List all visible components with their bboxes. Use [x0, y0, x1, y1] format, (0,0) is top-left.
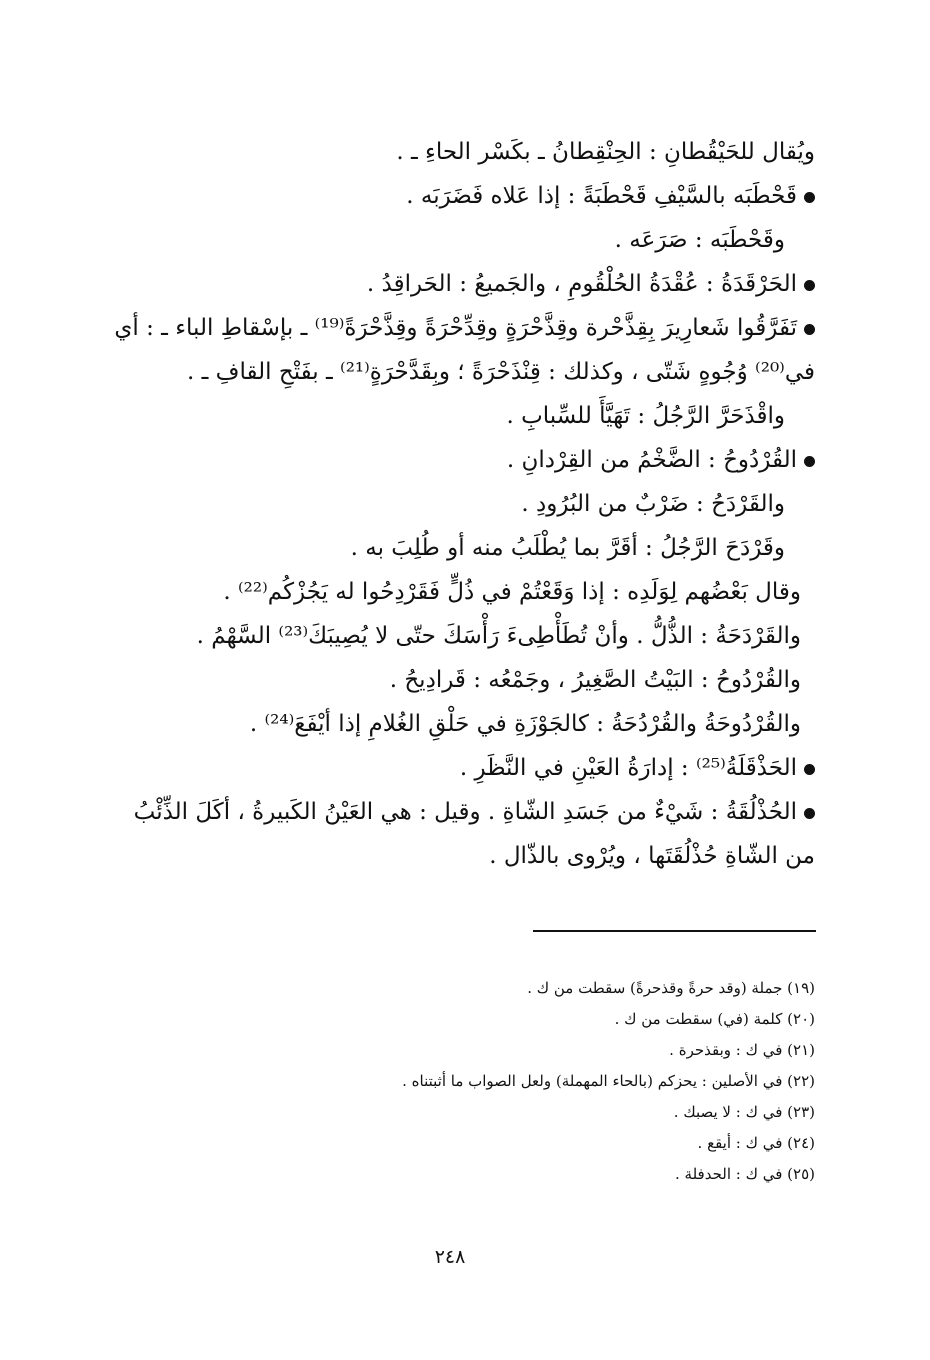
- bullet-icon: [804, 764, 815, 775]
- text-line: والقَرْدَحَةُ : الذُّلُّ . وأنْ تُطَأْطِىءَ رَأْسَكَ حتّى لا يُصِيبَكَ⁽²³⁾ السَّهْمُ .: [196, 623, 801, 649]
- bullet-icon: [804, 280, 815, 291]
- page-number: ٢٤٨: [434, 1246, 466, 1268]
- text-line: والقَرْدَحُ : ضَرْبٌ من البُرُودِ .: [521, 491, 785, 517]
- bullet-icon: [804, 324, 815, 335]
- bullet-icon: [804, 456, 815, 467]
- footnote: (٢٥) في ك : الحدفلة .: [674, 1165, 815, 1183]
- text-line: والقُرْدُوحُ : البَيْتُ الصَّغِيرُ ، وجَمْعُه : قَرادِيحُ .: [389, 667, 801, 693]
- text-line: وقَحْطَبَه : صَرَعَه .: [614, 227, 785, 253]
- footnote: (٢٣) في ك : لا يصبك .: [673, 1103, 815, 1121]
- footnote: (٢١) في ك : وبقذحرة .: [669, 1041, 815, 1059]
- text-line: والقُرْدُوحَةُ والقُرْدُحَةُ : كالجَوْزَةِ في حَلْقِ الغُلامِ إذا أيْفَعَ⁽²⁴⁾ .: [249, 711, 801, 737]
- footnote-separator: [533, 930, 816, 932]
- footnote: (٢٢) في الأصلين : يحزكم (بالحاء المهملة) ولعل الصواب ما أثبتناه .: [402, 1072, 815, 1090]
- entry-line: القُرْدُوحُ : الضَّخْمُ من القِرْدانِ .: [70, 438, 815, 482]
- text-line: في⁽²⁰⁾ وُجُوهٍ شَتّى ، وكذلك : قِنْذَحْرَةً ؛ وبِقَدَّحْرَةٍ⁽²¹⁾ ـ بفَتْحِ القافِ ـ .: [186, 359, 815, 385]
- text-line: من الشّاةِ حُذْلُقَتَها ، ويُرْوى بالذّال .: [489, 843, 815, 869]
- text-line: واقْذَحَرَّ الرَّجُلُ : تَهَيَّأَ للسِّبابِ .: [506, 403, 785, 429]
- bullet-icon: [804, 808, 815, 819]
- footnote: (٢٤) في ك : أيقع .: [697, 1134, 815, 1152]
- entry-line: الحَذْقَلَةُ⁽²⁵⁾ : إدارَةُ العَيْنِ في النَّظَرِ .: [70, 746, 815, 790]
- bullet-icon: [804, 192, 815, 203]
- text-line: ويُقال للحَيْقُطانِ : الحِنْقِطانُ ـ بكَسْر الحاءِ ـ .: [396, 139, 815, 165]
- text-line: وقال بَعْضُهم لِوَلَدِه : إذا وَقَعْتُمْ في ذُلٍّ فَقَرْدِحُوا له يَجُزْكُم⁽²²⁾ .: [223, 579, 801, 605]
- footnotes: [200, 973, 815, 1190]
- entry-line: قَحْطَبَه بالسَّيْفِ قَحْطَبَةً : إذا عَلاه فَضَرَبَه .: [70, 174, 815, 218]
- entry-line: الحَرْقَدَةُ : عُقْدَةُ الحُلْقُومِ ، والجَميعُ : الحَراقِدُ .: [70, 262, 815, 306]
- main-text: [70, 130, 815, 878]
- entry-line: تَفَرَّقُوا شَعارِيرَ بِقِذَّحْرة وقِذَّحْرَةٍ وقِدِّحْرَةً وقِذَّحْرَةً⁽¹⁹⁾ ـ بإسْقاطِ الباء ـ : أي: [70, 306, 815, 350]
- footnote: (٢٠) كلمة (في) سقطت من ك .: [614, 1010, 815, 1028]
- entry-line: الحُذْلُقَةُ : شَيْءٌ من جَسَدِ الشّاةِ . وقيل : هي العَيْنُ الكَبيرةُ ، أكَلَ الذِّئْبُ: [70, 790, 815, 834]
- footnote: (١٩) جملة (وقد حرةً وقذحرةً) سقطت من ك .: [527, 979, 815, 997]
- text-line: وقَرْدَحَ الرَّجُلُ : أقَرَّ بما يُطْلَبُ منه أو طُلِبَ به .: [350, 535, 785, 561]
